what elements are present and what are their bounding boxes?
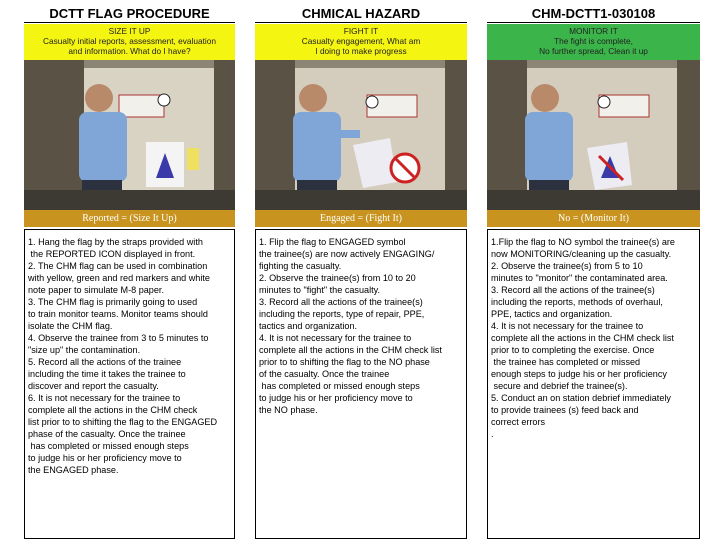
photo-size-it-up: [24, 60, 235, 210]
instruction-line: isolate the CHM flag.: [28, 321, 113, 331]
banner-title: MONITOR IT: [569, 26, 618, 36]
header-chemical-hazard: CHMICAL HAZARD: [255, 5, 467, 23]
instruction-line: 2. The CHM flag can be used in combination: [28, 261, 208, 271]
instruction-line: 1. Flip the flag to ENGAGED symbol: [259, 237, 406, 247]
instruction-line: 5. Conduct an on station debrief immediately: [491, 393, 671, 403]
instruction-line: prior to to completing the exercise. Once: [491, 345, 655, 355]
instruction-line: "size up" the contamination.: [28, 345, 141, 355]
instruction-line: minutes to "monitor" the contaminated area.: [491, 273, 668, 283]
instruction-line: complete all the actions in the CHM check list: [259, 345, 442, 355]
instruction-line: has completed or missed enough steps: [259, 381, 420, 391]
instruction-line: with yellow, green and red markers and white: [28, 273, 210, 283]
instruction-line: enough steps to judge his or her proficiency: [491, 369, 667, 379]
banner-fight-it: [255, 24, 467, 60]
instructions-fight-it: [255, 229, 467, 539]
instruction-line: 3. The CHM flag is primarily going to used: [28, 297, 198, 307]
instructions-size-it-up: [24, 229, 235, 539]
instruction-line: secure and debrief the trainee(s).: [491, 381, 628, 391]
instructions-monitor-it: [487, 229, 700, 539]
instruction-line: including the time it takes the trainee to: [28, 369, 186, 379]
instruction-line: PPE, tactics and organization.: [491, 309, 613, 319]
instruction-line: the trainee has completed or missed: [491, 357, 641, 367]
instruction-line: complete all the actions in the CHM check list: [491, 333, 674, 343]
instruction-line: fighting the casualty.: [259, 261, 342, 271]
instruction-line: .: [491, 429, 494, 439]
instruction-line: of the casualty. Once the trainee: [259, 369, 390, 379]
instruction-line: note paper to simulate M-8 paper.: [28, 285, 164, 295]
instruction-line: tactics and organization.: [259, 321, 358, 331]
banner-line: Casualty engagement, What am: [301, 36, 421, 46]
instruction-line: 4. Observe the trainee from 3 to 5 minutes to: [28, 333, 209, 343]
banner-line: and information. What do I have?: [68, 46, 191, 56]
instruction-line: 6. It is not necessary for the trainee to: [28, 393, 181, 403]
banner-line: I doing to make progress: [315, 46, 407, 56]
instruction-line: to train monitor teams. Monitor teams should: [28, 309, 208, 319]
header-dctt-flag-procedure: DCTT FLAG PROCEDURE: [24, 5, 235, 23]
instruction-line: prior to to shifting the flag to the NO phase: [259, 357, 430, 367]
instruction-line: discover and report the casualty.: [28, 381, 159, 391]
instruction-line: to provide trainees (s) feed back and: [491, 405, 639, 415]
instruction-line: complete all the actions in the CHM check: [28, 405, 198, 415]
instruction-line: the ENGAGED phase.: [28, 465, 119, 475]
instruction-line: 4. It is not necessary for the trainee to: [491, 321, 644, 331]
instruction-line: including the reports, methods of overhaul,: [491, 297, 663, 307]
instruction-line: now MONITORING/cleaning up the casualty.: [491, 249, 672, 259]
banner-line: Casualty initial reports, assessment, evaluation: [43, 36, 216, 46]
banner-size-it-up: [24, 24, 235, 60]
instruction-line: to judge his or her proficiency move to: [259, 393, 413, 403]
instruction-line: the REPORTED ICON displayed in front.: [28, 249, 196, 259]
instruction-line: 5. Record all the actions of the trainee: [28, 357, 182, 367]
status-reported: Reported = (Size It Up): [24, 210, 235, 227]
instruction-line: minutes to "fight" the casualty.: [259, 285, 381, 295]
header-document-id: CHM-DCTT1-030108: [487, 5, 700, 23]
instruction-line: 3. Record all the actions of the trainee(s): [491, 285, 655, 295]
photo-monitor-it: [487, 60, 700, 210]
instruction-line: the trainee(s) are now actively ENGAGING/: [259, 249, 435, 259]
photo-fight-it: [255, 60, 467, 210]
instruction-line: 1.Flip the flag to NO symbol the trainee(s) are: [491, 237, 675, 247]
instruction-line: including the reports, type of repair, PPE,: [259, 309, 425, 319]
banner-line: The fight is complete,: [554, 36, 633, 46]
instruction-line: 3. Record all the actions of the trainee(s): [259, 297, 423, 307]
instruction-line: to judge his or her proficiency move to: [28, 453, 182, 463]
banner-line: No further spread, Clean it up: [539, 46, 648, 56]
instruction-line: 2. Observe the trainee(s) from 10 to 20: [259, 273, 416, 283]
banner-monitor-it: [487, 24, 700, 60]
instruction-line: list prior to to shifting the flag to the ENGAGED: [28, 417, 218, 427]
banner-title: SIZE IT UP: [108, 26, 151, 36]
instruction-line: correct errors: [491, 417, 546, 427]
status-no: No = (Monitor It): [487, 210, 700, 227]
banner-title: FIGHT IT: [343, 26, 379, 36]
instruction-line: has completed or missed enough steps: [28, 441, 189, 451]
instruction-line: 2. Observe the trainee(s) from 5 to 10: [491, 261, 643, 271]
instruction-line: phase of the casualty. Once the trainee: [28, 429, 186, 439]
instruction-line: 1. Hang the flag by the straps provided with: [28, 237, 203, 247]
status-engaged: Engaged = (Fight It): [255, 210, 467, 227]
instruction-line: 4. It is not necessary for the trainee to: [259, 333, 412, 343]
instruction-line: the NO phase.: [259, 405, 318, 415]
